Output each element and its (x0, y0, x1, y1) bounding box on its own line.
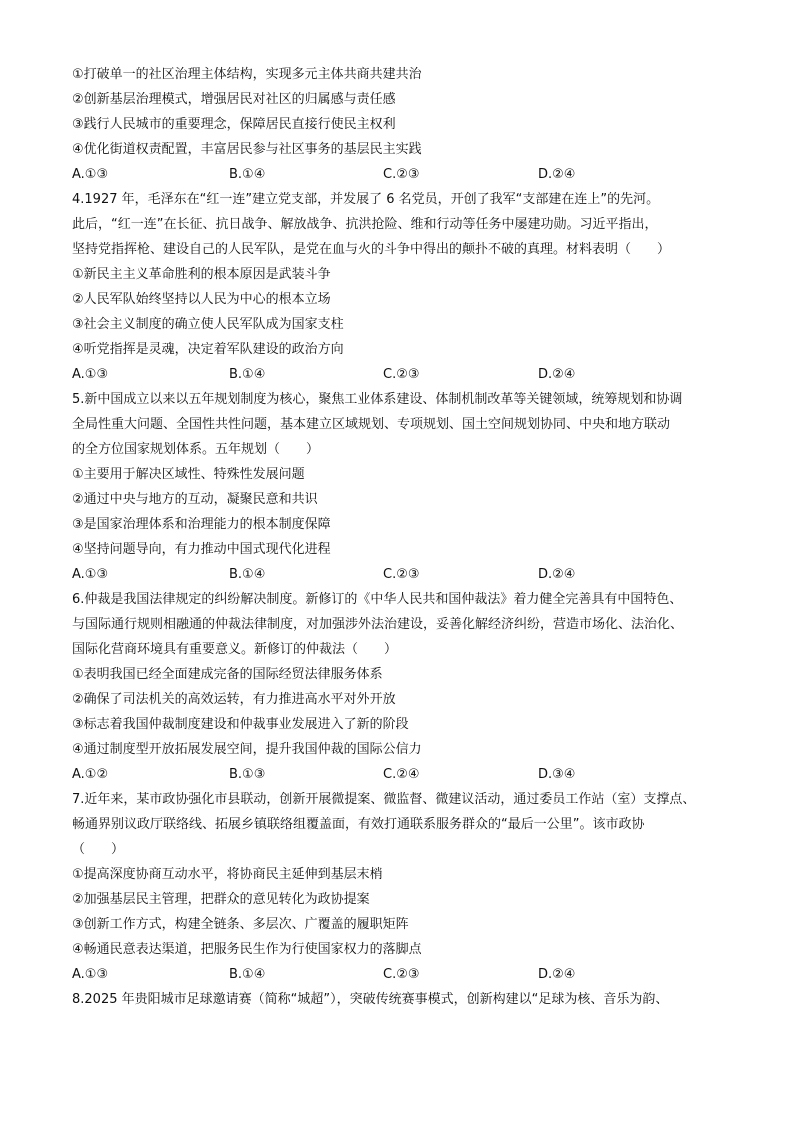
question-stem-line: 4.1927 年，毛泽东在“红一连”建立党支部，并发展了 6 名党员，开创了我军“支部建在连上”的先河。 (72, 192, 660, 207)
statement-2: ②通过中央与地方的互动，凝聚民意和共识 (72, 492, 318, 507)
question-stem-line: 5.新中国成立以来以五年规划制度为核心，聚焦工业体系建设、体制机制改革等关键领域，统筹规划和协调 (72, 392, 683, 407)
question-stem-line: 8.2025 年贵阳城市足球邀请赛（简称“城超”），突破传统赛事模式，创新构建以“足球为核、音乐为韵、 (72, 992, 669, 1007)
statement-4: ④通过制度型开放拓展发展空间，提升我国仲裁的国际公信力 (72, 742, 422, 757)
option-d[interactable]: D.②④ (538, 167, 576, 182)
option-c[interactable]: C.②④ (383, 767, 420, 782)
question-stem-line: 与国际通行规则相融通的仲裁法律制度，对加强涉外法治建设，妥善化解经济纠纷，营造市场化、法治化、 (72, 617, 684, 632)
answer-options (72, 162, 740, 187)
statement-3: ③标志着我国仲裁制度建设和仲裁事业发展进入了新的阶段 (72, 717, 409, 732)
statement-2: ②创新基层治理模式，增强居民对社区的归属感与责任感 (72, 92, 396, 107)
statement-3: ③是国家治理体系和治理能力的根本制度保障 (72, 517, 331, 532)
statement-1: ①新民主主义革命胜利的根本原因是武装斗争 (72, 267, 331, 282)
statement-4: ④听党指挥是灵魂，决定着军队建设的政治方向 (72, 342, 344, 357)
question-stem-line: 畅通界别议政厅联络线、拓展乡镇联络组覆盖面，有效打通联系服务群众的“最后一公里”。该市政协 (72, 817, 645, 832)
question-5 (72, 387, 740, 587)
question-stem-line: 此后，“红一连”在长征、抗日战争、解放战争、抗洪抢险、维和行动等任务中屡建功勋。习近平指出， (72, 217, 658, 232)
statement-1: ①主要用于解决区域性、特殊性发展问题 (72, 467, 305, 482)
question-stem-line: 国际化营商环境具有重要意义。新修订的仲裁法（ ） (72, 642, 398, 657)
option-c[interactable]: C.②③ (383, 367, 420, 382)
statement-4: ④畅通民意表达渠道，把服务民生作为行使国家权力的落脚点 (72, 942, 422, 957)
option-c[interactable]: C.②③ (383, 567, 420, 582)
statement-1: ①表明我国已经全面建成完备的国际经贸法律服务体系 (72, 667, 383, 682)
statement-4: ④优化街道权责配置，丰富居民参与社区事务的基层民主实践 (72, 142, 422, 157)
option-d[interactable]: D.②④ (538, 567, 576, 582)
option-c[interactable]: C.②③ (383, 967, 420, 982)
option-d[interactable]: D.②④ (538, 967, 576, 982)
statement-4: ④坚持问题导向，有力推动中国式现代化进程 (72, 542, 331, 557)
statement-2: ②加强基层民主管理，把群众的意见转化为政协提案 (72, 892, 370, 907)
question-8 (72, 987, 740, 1012)
question-6 (72, 587, 740, 787)
answer-options (72, 362, 740, 387)
option-b[interactable]: B.①④ (229, 167, 266, 182)
answer-options (72, 562, 740, 587)
question-3 (72, 62, 740, 187)
option-a[interactable]: A.①③ (72, 967, 109, 982)
statement-2: ②人民军队始终坚持以人民为中心的根本立场 (72, 292, 331, 307)
option-b[interactable]: B.①③ (229, 767, 266, 782)
question-4 (72, 187, 740, 387)
exam-page (72, 62, 740, 1012)
option-b[interactable]: B.①④ (229, 967, 266, 982)
statement-3: ③社会主义制度的确立使人民军队成为国家支柱 (72, 317, 344, 332)
option-a[interactable]: A.①② (72, 767, 109, 782)
question-stem-line: 全局性重大问题、全国性共性问题，基本建立区域规划、专项规划、国土空间规划协同、中央和地方联动 (72, 417, 671, 432)
question-stem-line: （ ） (72, 842, 125, 857)
option-d[interactable]: D.③④ (538, 767, 576, 782)
question-stem-line: 坚持党指挥枪、建设自己的人民军队，是党在血与火的斗争中得出的颠扑不破的真理。材料表明（ ） (72, 242, 671, 257)
statement-3: ③创新工作方式，构建全链条、多层次、广覆盖的履职矩阵 (72, 917, 409, 932)
option-b[interactable]: B.①④ (229, 567, 266, 582)
option-a[interactable]: A.①③ (72, 567, 109, 582)
statement-3: ③践行人民城市的重要理念，保障居民直接行使民主权利 (72, 117, 396, 132)
option-a[interactable]: A.①③ (72, 167, 109, 182)
question-stem-line: 6.仲裁是我国法律规定的纠纷解决制度。新修订的《中华人民共和国仲裁法》着力健全完善具有中国特色、 (72, 592, 683, 607)
option-d[interactable]: D.②④ (538, 367, 576, 382)
question-stem-line: 的全方位国家规划体系。五年规划（ ） (72, 442, 320, 457)
statement-1: ①提高深度协商互动水平，将协商民主延伸到基层末梢 (72, 867, 383, 882)
answer-options (72, 962, 740, 987)
option-c[interactable]: C.②③ (383, 167, 420, 182)
statement-1: ①打破单一的社区治理主体结构，实现多元主体共商共建共治 (72, 67, 422, 82)
statement-2: ②确保了司法机关的高效运转，有力推进高水平对外开放 (72, 692, 396, 707)
option-a[interactable]: A.①③ (72, 367, 109, 382)
question-7 (72, 787, 740, 987)
answer-options (72, 762, 740, 787)
question-stem-line: 7.近年来，某市政协强化市县联动，创新开展微提案、微监督、微建议活动，通过委员工作站（室）支撑点、 (72, 792, 696, 807)
option-b[interactable]: B.①④ (229, 367, 266, 382)
